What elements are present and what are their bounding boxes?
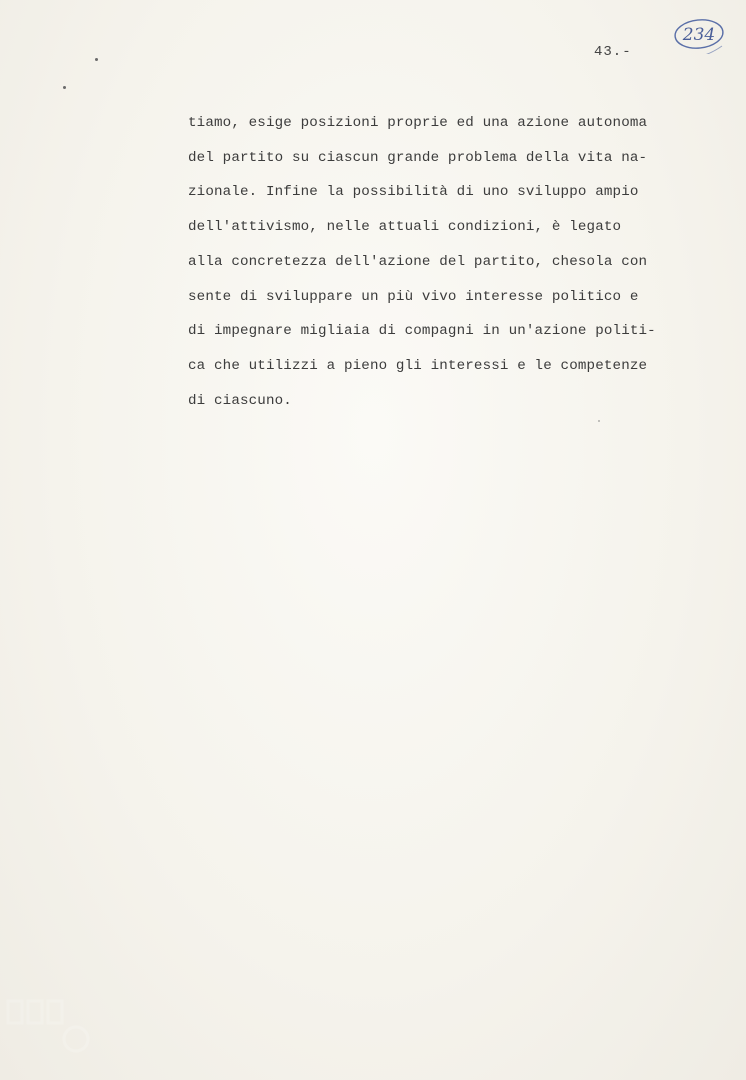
text-line: sente di sviluppare un più vivo interesse politico e: [188, 288, 639, 305]
text-line: di impegnare migliaia di compagni in un'azione politi-: [188, 323, 656, 340]
text-line: dell'attivismo, nelle attuali condizioni, è legato: [188, 219, 622, 236]
text-line: zionale. Infine la possibilità di uno sviluppo ampio: [188, 184, 639, 201]
paper-speck: [63, 86, 66, 89]
text-line: del partito su ciascun grande problema della vita na-: [188, 149, 648, 166]
archive-stamp-icon: [672, 16, 726, 54]
body-text: [188, 106, 688, 418]
paper-speck: [598, 420, 600, 422]
text-line: tiamo, esige posizioni proprie ed una azione autonoma: [188, 115, 648, 131]
page-number: 43.-: [594, 44, 632, 60]
archive-number: 234: [682, 25, 716, 45]
text-line: ca che utilizzi a pieno gli interessi e le competenze: [188, 357, 648, 374]
text-line: di ciascuno.: [188, 392, 292, 409]
text-line: alla concretezza dell'azione del partito, chesola con: [188, 253, 648, 270]
archive-watermark-icon: [6, 995, 126, 1055]
paper-speck: [95, 58, 98, 61]
